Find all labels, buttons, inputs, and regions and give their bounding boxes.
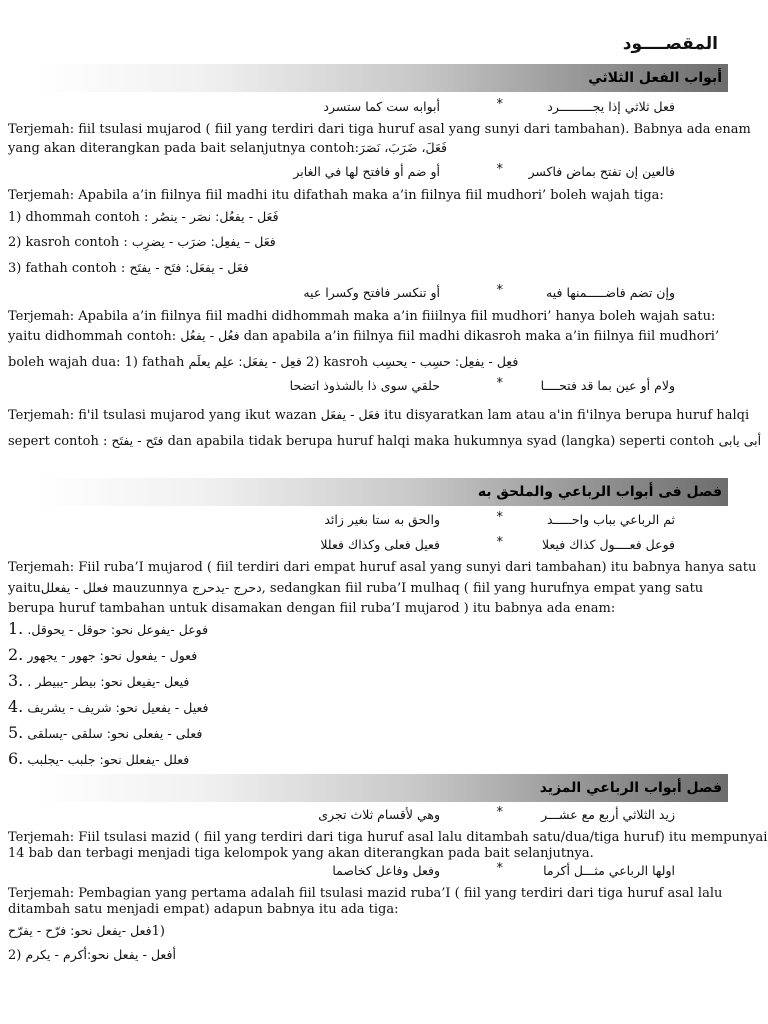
- verse-separator-star: *: [496, 861, 503, 876]
- arabic-example: فعلل - يفعلل: [40, 580, 109, 595]
- arabic-example: فَعَل - يفعُل: نصَر - ينصُر: [152, 209, 279, 224]
- arabic-example: فعول - يفعول نحو: جهور - يجهور: [27, 648, 198, 663]
- section-header-mazid: فصل أبواب الرباعي المزيد: [36, 774, 728, 802]
- arabic-example: فوعل -يفوعل نحو: حوقل - يحوقل.: [27, 622, 209, 637]
- arabic-example: دحرج -يدحرج: [192, 580, 262, 595]
- verse-hemistich-1: فالعين إن تفتح بماض فاكسر: [528, 164, 675, 179]
- translation-line: [8, 139, 756, 157]
- verse-line: [90, 378, 675, 398]
- verse-hemistich-2: فعيل فعلى وكذاك فعللا: [320, 537, 440, 552]
- verse-hemistich-1: فوعل فعــــول كذاك فيعلا: [542, 537, 675, 552]
- page-title: المقصــــود: [622, 34, 718, 54]
- verse-line: [90, 285, 675, 305]
- translation-line: Terjemah: Apabila a’in fiilnya fiil madhi itu difathah maka a’in fiilnya fiil mudhori’ boleh wajah tiga:: [8, 188, 664, 203]
- example-line: [8, 208, 756, 226]
- arabic-example: فعِل - يفعِل: حسِب - يحسِب: [372, 354, 519, 369]
- arabic-example: فعلى - يفعلى نحو: سلقى -يسلقى: [27, 726, 203, 741]
- arabic-example: أفعل - يفعل نحو:أكرم - يكرم: [25, 947, 176, 962]
- translation-text: boleh wajah dua: 1) fathah: [8, 355, 185, 370]
- translation-line: ditambah satu menjadi empat) adapun babnya itu ada tiga:: [8, 902, 399, 917]
- verse-line: [90, 863, 675, 883]
- translation-line: Terjemah: Pembagian yang pertama adalah fiil tsulasi mazid ruba’I ( fiil yang terdiri dari tiga huruf asal lalu: [8, 886, 723, 901]
- verse-hemistich-2: أو تنكسر فافتح وكسرا عيه: [303, 285, 440, 300]
- verse-line: [90, 537, 675, 557]
- translation-line: Terjemah: Fiil tsulasi mazid ( fiil yang terdiri dari tiga huruf asal lalu ditambah satu/dua/tiga huruf) itu mempunyai: [8, 830, 768, 845]
- list-item: [8, 724, 756, 743]
- list-item-number: 2.: [8, 645, 24, 664]
- translation-line: [8, 406, 756, 424]
- translation-text: dan apabila tidak berupa huruf halqi maka hukumnya syad (langka) seperti contoh: [167, 434, 715, 449]
- translation-text: 2) kasroh: [305, 355, 369, 370]
- example-line: [8, 259, 756, 277]
- verse-separator-star: *: [496, 535, 503, 550]
- translation-line: Terjemah: Apabila a’in fiilnya fiil madhi didhommah maka a’in fiiilnya fiil mudhori’ hanya boleh wajah satu:: [8, 309, 716, 324]
- arabic-example: فعلل -يفعلل نحو: جلبب -يجلبب: [27, 752, 190, 767]
- arabic-example: فتَح - يفتَح: [111, 433, 164, 448]
- list-item: [8, 672, 756, 691]
- list-item-number: 1): [151, 924, 165, 939]
- verse-hemistich-2: وهي لأقسام ثلاث تجرى: [318, 807, 440, 822]
- translation-text: yaitu: [8, 581, 41, 596]
- arabic-example: فعل -يفعل نحو: فرّح - يفرّح: [8, 923, 152, 938]
- verse-line: [90, 512, 675, 532]
- list-item-number: 5.: [8, 723, 24, 742]
- verse-hemistich-2: أبوابه ست كما ستسرد: [323, 99, 440, 114]
- arabic-example: فعُل - يفعُل: [180, 328, 240, 343]
- list-item: [8, 946, 756, 964]
- translation-line: Terjemah: Fiil ruba’I mujarod ( fiil terdiri dari empat huruf asal yang sunyi dari tambahan) itu babnya hanya satu: [8, 560, 757, 575]
- verse-line: [90, 164, 675, 184]
- verse-separator-star: *: [496, 805, 503, 820]
- verse-separator-star: *: [496, 162, 503, 177]
- example-label: 2) kasroh contoh :: [8, 235, 128, 250]
- arabic-example: فعَل - يفعَل: [320, 407, 380, 422]
- verse-line: [90, 807, 675, 827]
- translation-text: yang akan diterangkan pada bait selanjutnya contoh:: [8, 141, 360, 156]
- verse-line: [90, 99, 675, 119]
- arabic-example: أبى يابى: [718, 433, 762, 448]
- arabic-example: فيعل -يفيعل نحو: بيطر -يبيطر .: [27, 674, 190, 689]
- section-header-rubai: فصل فى أبواب الرباعي والملحق به: [36, 478, 728, 506]
- verse-hemistich-1: وإن تضم فاضـــــمنها فيه: [546, 285, 675, 300]
- arabic-example: فعَل – يفعِل: ضرَب - يضرِب: [131, 234, 276, 249]
- verse-hemistich-2: وفعل وفاعل كخاصما: [332, 863, 440, 878]
- list-item-number: 3.: [8, 671, 24, 690]
- example-line: [8, 233, 756, 251]
- arabic-example: فعيل - يفعيل نحو: شريف - يشريف: [27, 700, 209, 715]
- translation-text: Terjemah: fi'il tsulasi mujarod yang ikut wazan: [8, 408, 317, 423]
- section-header-tsulasi: أبواب الفعل الثلاثي: [36, 64, 728, 92]
- translation-text: dan apabila a’in fiilnya fiil madhi dikasroh maka a’in fiilnya fiil mudhori’: [243, 329, 720, 344]
- list-item-number: 4.: [8, 697, 24, 716]
- list-item: [8, 646, 756, 665]
- translation-line: 14 bab dan terbagi menjadi tiga kelompok yang akan diterangkan pada bait selanjutnya.: [8, 846, 594, 861]
- arabic-example: فعِل - يفعَل: علِم يعلَم: [188, 354, 302, 369]
- example-label: 3) fathah contoh :: [8, 261, 126, 276]
- verse-hemistich-1: فعل ثلاثي إذا يجـــــــــرد: [547, 99, 675, 114]
- translation-text: mauzunnya: [112, 581, 189, 596]
- verse-separator-star: *: [496, 97, 503, 112]
- translation-text: yaitu didhommah contoh:: [8, 329, 177, 344]
- list-item: [8, 620, 756, 639]
- list-item: [8, 922, 756, 940]
- verse-hemistich-2: والحق به ستا بغير زائد: [324, 512, 440, 527]
- verse-hemistich-1: ثم الرباعي بباب واحـــــد: [547, 512, 675, 527]
- arabic-example: فَعَلَ، ضَرَبَ، نَصَرَ: [359, 140, 447, 155]
- example-label: 1) dhommah contoh :: [8, 210, 149, 225]
- translation-text: , sedangkan fiil ruba’I mulhaq ( fiil yang hurufnya empat yang satu: [261, 581, 704, 596]
- translation-line: [8, 327, 756, 345]
- translation-text: itu disyaratkan lam atau a'in fi'ilnya berupa huruf halqi: [384, 408, 750, 423]
- arabic-example: فعَل - يفعَل: فتَح - يفتَح: [129, 260, 249, 275]
- translation-text: sepert contoh :: [8, 434, 108, 449]
- translation-line: berupa huruf tambahan untuk disamakan dengan fiil ruba’I mujarod ) itu babnya ada enam:: [8, 601, 616, 616]
- translation-line: [8, 353, 756, 371]
- translation-line: [8, 432, 762, 450]
- list-item: [8, 750, 756, 769]
- list-item-number: 6.: [8, 749, 24, 768]
- translation-line: [8, 579, 756, 597]
- list-item-number: 1.: [8, 619, 24, 638]
- verse-hemistich-1: زيد الثلاثي أربع مع عشـــر: [541, 807, 675, 822]
- verse-hemistich-1: ولام أو عين بما قد فتحــــا: [540, 378, 675, 393]
- translation-line: Terjemah: fiil tsulasi mujarod ( fiil yang terdiri dari tiga huruf asal yang sunyi dari tambahan). Babnya ada enam: [8, 122, 751, 137]
- verse-separator-star: *: [496, 510, 503, 525]
- list-item-number: 2): [8, 948, 22, 963]
- list-item: [8, 698, 756, 717]
- verse-hemistich-2: أو ضم أو فافتح لها في الغابر: [293, 164, 440, 179]
- verse-hemistich-1: اولها الرباعي مثـــل أكرما: [543, 863, 675, 878]
- verse-hemistich-2: حلقي سوى ذا بالشذوذ اتضحا: [289, 378, 440, 393]
- verse-separator-star: *: [496, 283, 503, 298]
- verse-separator-star: *: [496, 376, 503, 391]
